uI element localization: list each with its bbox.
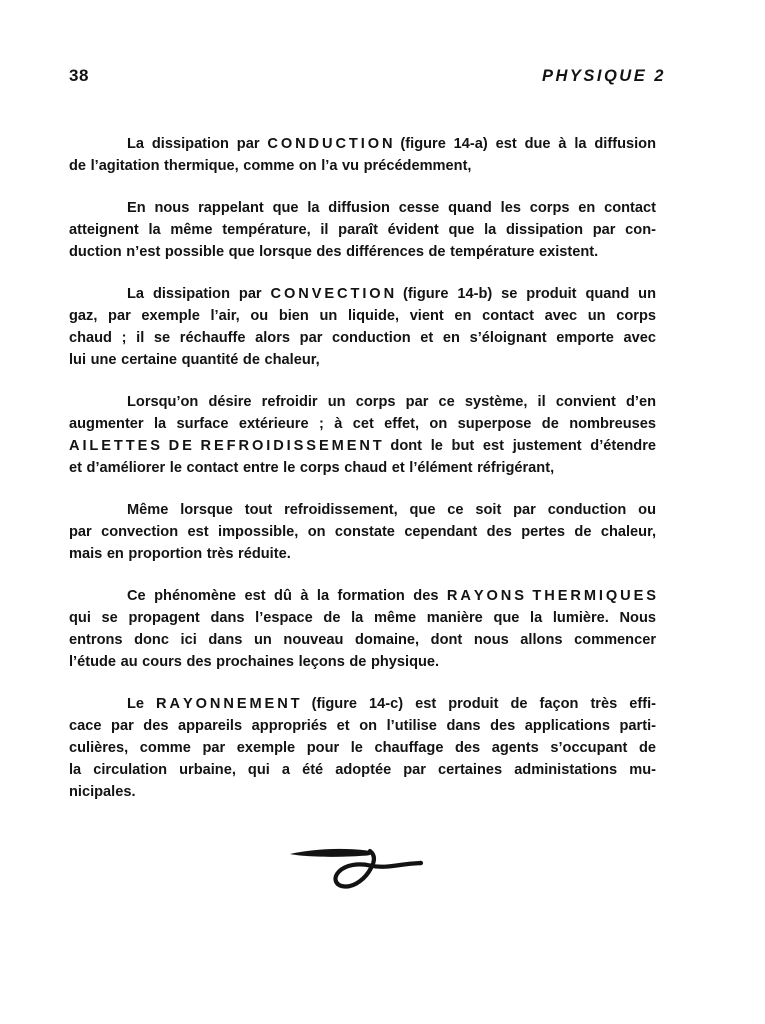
text-line: gaz, par exemple l’air, ou bien un liquide, vient en contact avec un corps: [69, 308, 656, 324]
text-line: cace par des appareils appropriés et on l’utilise dans des applications parti-: [69, 718, 656, 734]
text-line: augmenter la surface extérieure ; à cet effet, on superpose de nombreuses: [69, 416, 656, 432]
text-line: La dissipation par C O N D U C T I O N (figure 14-a) est due à la diffusion: [127, 136, 656, 152]
text-line: Lorsqu’on désire refroidir un corps par ce système, il convient d’en: [127, 394, 656, 410]
page-number: 38: [69, 66, 89, 85]
text-line: qui se propagent dans l’espace de la même manière que la lumière. Nous: [69, 610, 656, 626]
text-line: En nous rappelant que la diffusion cesse quand les corps en contact: [127, 200, 656, 216]
text-line: culières, comme par exemple pour le chauffage des agents s’occupant de: [69, 740, 656, 756]
text-line: Le R A Y O N N E M E N T (figure 14-c) est produit de façon très effi-: [127, 696, 656, 712]
text-line: par convection est impossible, on constate cependant des pertes de chaleur,: [69, 524, 656, 540]
paragraph-pertes-chaleur: [69, 499, 656, 565]
signature-flourish-icon: [287, 845, 427, 897]
text-line: l’étude au cours des prochaines leçons de physique.: [69, 654, 440, 670]
text-line: duction n’est possible que lorsque des différences de température existent.: [69, 244, 599, 260]
paragraph-ailettes: [69, 391, 656, 479]
text-line: La dissipation par C O N V E C T I O N (figure 14-b) se produit quand un: [127, 286, 656, 302]
paragraph-rayons-thermiques: [69, 585, 656, 673]
body-text: [69, 133, 656, 823]
paragraph-convection: [69, 283, 656, 371]
text-line: nicipales.: [69, 784, 136, 800]
page-header: [69, 66, 666, 86]
paragraph-rayonnement: [69, 693, 656, 803]
text-line: atteignent la même température, il paraît évident que la dissipation par con-: [69, 222, 656, 238]
paragraph-diffusion-cesse: [69, 197, 656, 263]
text-line: Ce phénomène est dû à la formation des R A Y O N S T H E R M I Q U E S: [127, 588, 656, 604]
text-line: chaud ; il se réchauffe alors par conduction et en s’éloignant emporte avec: [69, 330, 656, 346]
paragraph-conduction: [69, 133, 656, 177]
text-line: Même lorsque tout refroidissement, que ce soit par conduction ou: [127, 502, 656, 518]
text-line: de l’agitation thermique, comme on l’a vu précédemment,: [69, 158, 472, 174]
page-title: PHYSIQUE 2: [541, 67, 666, 85]
text-line: mais en proportion très réduite.: [69, 546, 291, 562]
text-line: entrons donc ici dans un nouveau domaine, dont nous allons commencer: [69, 632, 656, 648]
text-line: et d’améliorer le contact entre le corps chaud et l’élément réfrigérant,: [69, 460, 555, 476]
text-line: A I L E T T E S D E R E F R O I D I S S E M E N T dont le but est justement d’étendre: [69, 438, 656, 454]
text-line: la circulation urbaine, qui a été adoptée par certaines administations mu-: [69, 762, 656, 778]
text-line: lui une certaine quantité de chaleur,: [69, 352, 320, 368]
